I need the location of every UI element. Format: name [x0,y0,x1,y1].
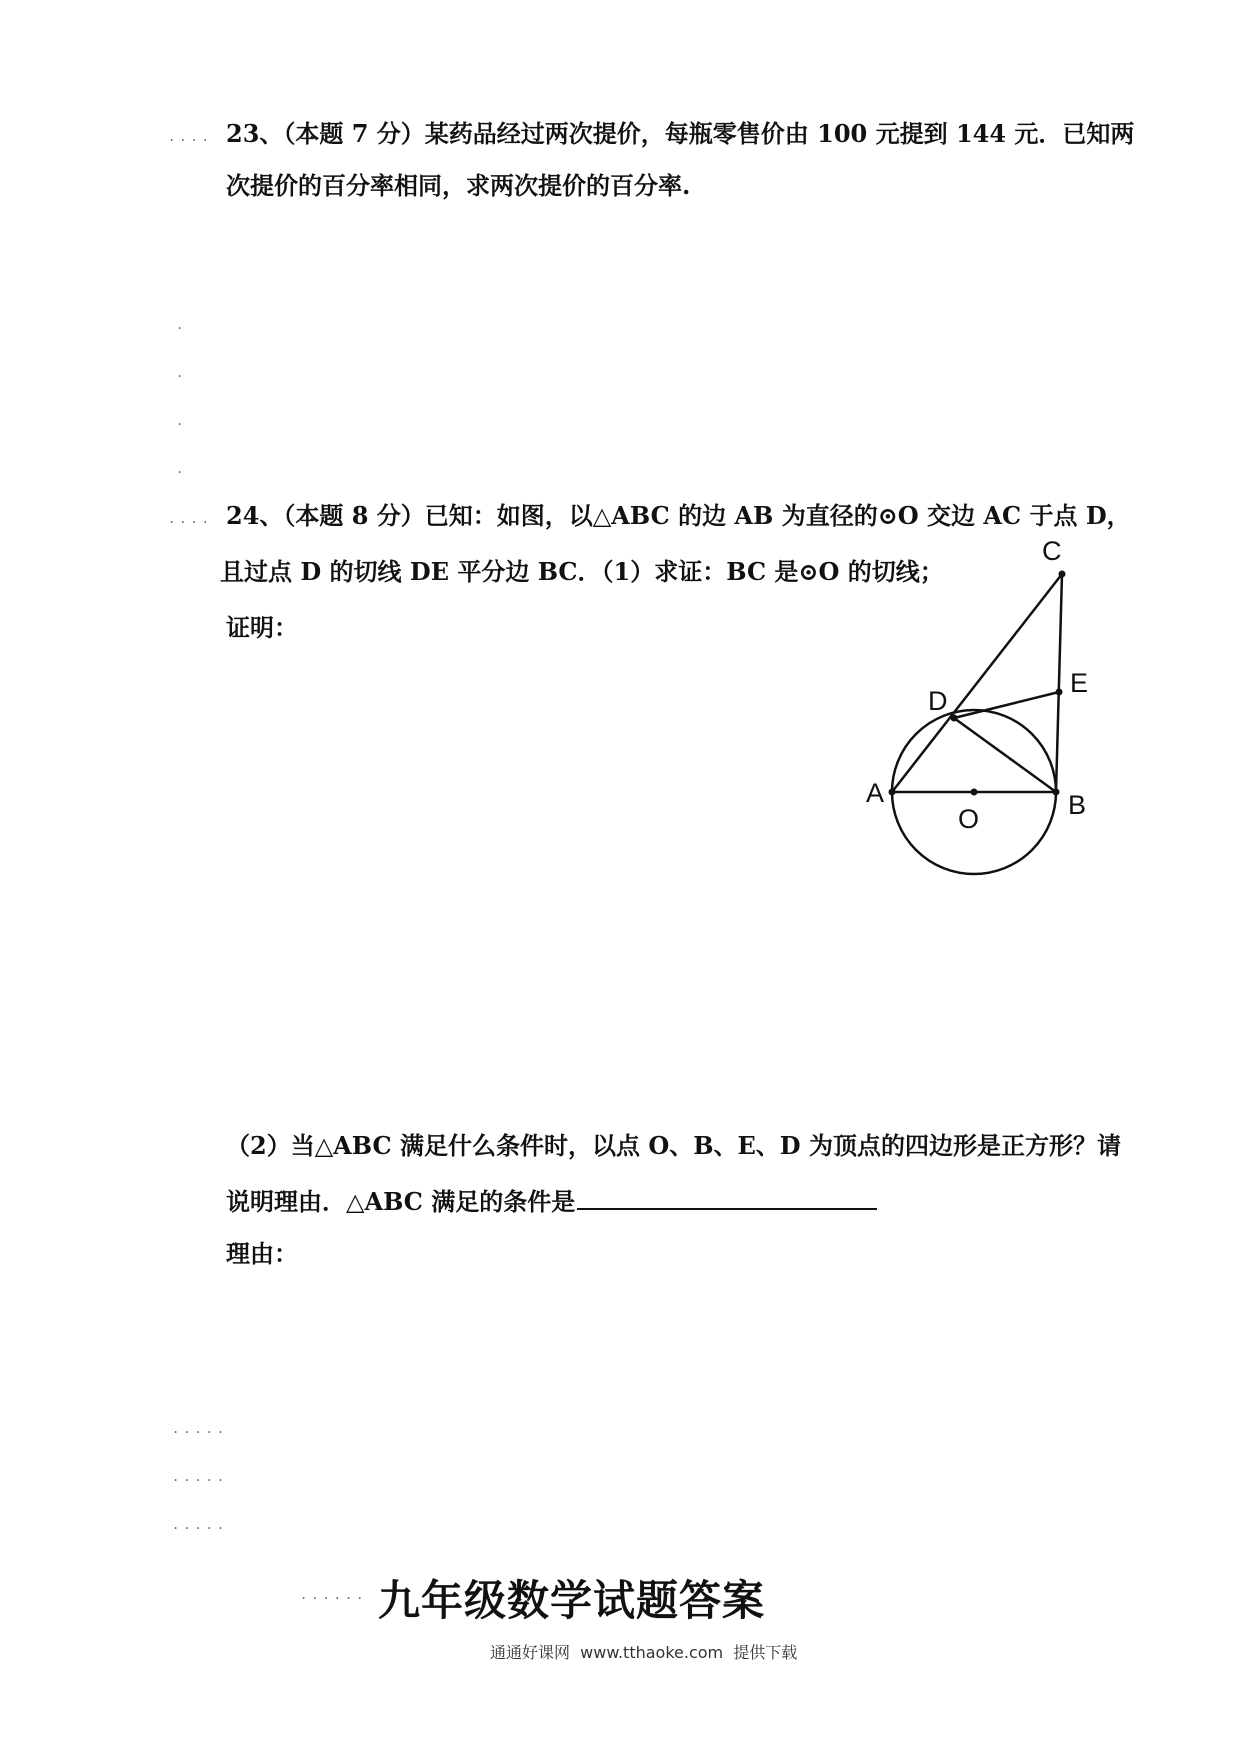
point-c [1059,571,1066,578]
answer-title: 九年级数学试题答案 [378,1576,766,1625]
margin-dots: .... [168,130,213,144]
footer-text: 通通好课网 www.tthaoke.com 提供下载 [490,1643,798,1662]
q24-line2: 且过点 D 的切线 DE 平分边 BC．（1）求证：BC 是⊙O 的切线； [220,557,944,586]
label-b: B [1068,790,1087,820]
margin-dots: . [176,318,188,332]
margin-dots: ..... [172,1422,229,1436]
segment-de [954,692,1059,718]
point-e [1056,689,1063,696]
q24-part2-line1: （2）当△ABC 满足什么条件时，以点 O、B、E、D 为顶点的四边形是正方形？请 [226,1131,1121,1160]
label-o: O [958,804,980,834]
margin-dots: ...... [300,1588,368,1602]
point-b [1053,789,1060,796]
point-o [971,789,978,796]
q23-line2: 次提价的百分率相同，求两次提价的百分率. [226,171,691,200]
margin-dots: . [176,366,188,380]
geometry-figure [840,530,1140,900]
label-c: C [1042,536,1062,566]
segment-bc [1056,574,1062,792]
part2-line2-text: 说明理由．△ABC 满足的条件是 [226,1187,576,1216]
label-a: A [866,778,885,808]
margin-dots: ..... [172,1470,229,1484]
q23-line1: 23、（本题 7 分）某药品经过两次提价，每瓶零售价由 100 元提到 144 元．已知两 [226,119,1135,148]
proof-label: 证明： [226,613,298,642]
point-d [951,715,958,722]
margin-dots: . [176,462,188,476]
reason-label: 理由： [226,1239,298,1268]
label-d: D [928,686,948,716]
q24-line1: 24、（本题 8 分）已知：如图，以△ABC 的边 AB 为直径的⊙O 交边 AC 于点 D， [226,501,1131,530]
answer-blank[interactable] [577,1186,877,1210]
segment-ac [892,574,1062,792]
margin-dots: ..... [172,1518,229,1532]
point-a [889,789,896,796]
q24-part2-line2 [226,1186,877,1217]
margin-dots: .... [168,512,213,526]
label-e: E [1070,668,1089,698]
segment-db [954,718,1056,792]
margin-dots: . [176,414,188,428]
